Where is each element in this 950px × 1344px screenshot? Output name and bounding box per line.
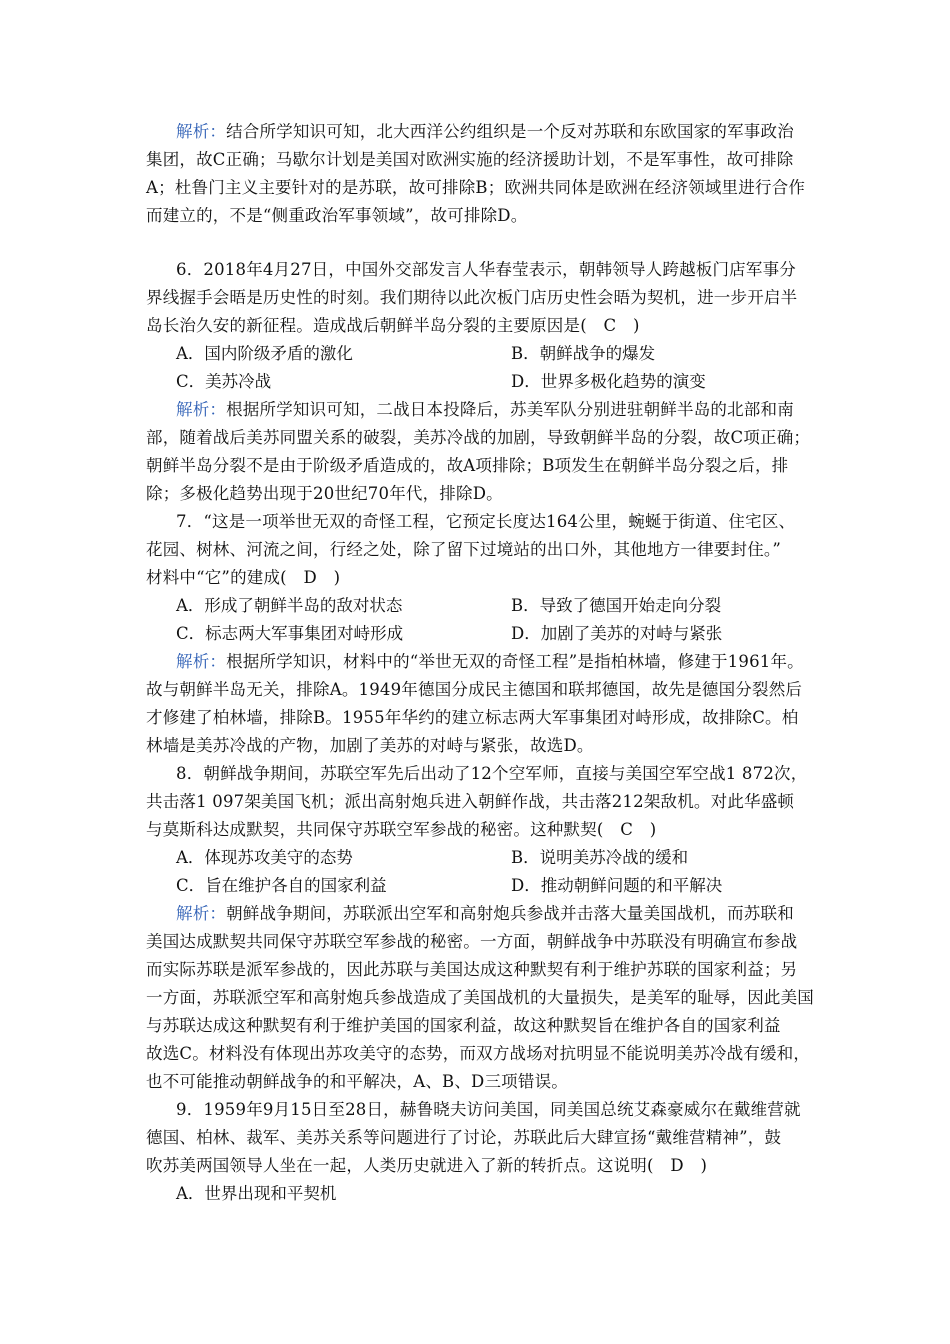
question-8-stem: 8．朝鲜战争期间，苏联空军先后出动了12个空军师，直接与美国空军空战1 872次， (176, 764, 808, 783)
analysis-label: 解析： (176, 122, 227, 141)
analysis-line: 故选C。材料没有体现出苏攻美守的态势，而双方战场对抗明显不能说明美苏冷战有缓和， (146, 1044, 811, 1063)
option-d: D．推动朝鲜问题的和平解决 (511, 876, 723, 895)
analysis-line: 集团，故C正确；马歇尔计划是美国对欧洲实施的经济援助计划，不是军事性，故可排除 (146, 150, 794, 169)
question-9-stem: 德国、柏林、裁军、美苏关系等问题进行了讨论，苏联此后大肆宣扬“戴维营精神”，鼓 (146, 1128, 782, 1147)
option-d: D．加剧了美苏的对峙与紧张 (511, 624, 723, 643)
option-b: B．说明美苏冷战的缓和 (511, 848, 689, 867)
analysis-line: 与苏联达成这种默契有利于维护美国的国家利益，故这种默契旨在维护各自的国家利益 (146, 1016, 781, 1035)
analysis-line: 而建立的，不是“侧重政治军事领域”，故可排除D。 (146, 206, 528, 225)
option-d: D．世界多极化趋势的演变 (511, 372, 706, 391)
analysis-line: 美国达成默契共同保守苏联空军参战的秘密。一方面，朝鲜战争中苏联没有明确宣布参战 (146, 932, 798, 951)
option-b: B．朝鲜战争的爆发 (511, 344, 656, 363)
option-c: C．美苏冷战 (176, 372, 272, 391)
question-8-stem: 与莫斯科达成默契，共同保守苏联空军参战的秘密。这种默契( C ) (146, 820, 657, 839)
option-a: A．国内阶级矛盾的激化 (176, 344, 353, 363)
option-a: A．形成了朝鲜半岛的敌对状态 (176, 596, 403, 615)
option-b: B．导致了德国开始走向分裂 (511, 596, 722, 615)
analysis-label: 解析： (176, 400, 227, 419)
analysis-label: 解析： (176, 652, 227, 671)
analysis-line: 除；多极化趋势出现于20世纪70年代，排除D。 (146, 484, 503, 503)
question-7-stem: 材料中“它”的建成( D ) (146, 568, 341, 587)
analysis-line: 而实际苏联是派军参战的，因此苏联与美国达成这种默契有利于维护苏联的国家利益；另 (146, 960, 798, 979)
option-a: A．体现苏攻美守的态势 (176, 848, 353, 867)
analysis-line: 解析：朝鲜战争期间，苏联派出空军和高射炮兵参战并击落大量美国战机，而苏联和 (176, 904, 794, 923)
question-6-stem: 岛长治久安的新征程。造成战后朝鲜半岛分裂的主要原因是( C ) (146, 316, 640, 335)
analysis-line: 解析：根据所学知识可知，二战日本投降后，苏美军队分别进驻朝鲜半岛的北部和南 (176, 400, 794, 419)
question-7-stem: 7．“这是一项举世无双的奇怪工程，它预定长度达164公里，蜿蜒于街道、住宅区、 (176, 512, 796, 531)
analysis-line: 部，随着战后美苏同盟关系的破裂，美苏冷战的加剧，导致朝鲜半岛的分裂，故C项正确； (146, 428, 811, 447)
question-9-stem: 吹苏美两国领导人坐在一起，人类历史就进入了新的转折点。这说明( D ) (146, 1156, 708, 1175)
option-c: C．标志两大军事集团对峙形成 (176, 624, 404, 643)
question-7-stem: 花园、树林、河流之间，行经之处，除了留下过境站的出口外，其他地方一律要封住。” (146, 540, 781, 559)
question-6-stem: 6．2018年4月27日，中国外交部发言人华春莹表示，朝韩领导人跨越板门店军事分 (176, 260, 796, 279)
analysis-label: 解析： (176, 904, 227, 923)
option-a: A．世界出现和平契机 (176, 1184, 337, 1203)
question-6-stem: 界线握手会晤是历史性的时刻。我们期待以此次板门店历史性会晤为契机，进一步开启半 (146, 288, 798, 307)
option-c: C．旨在维护各自的国家利益 (176, 876, 387, 895)
analysis-line: 一方面，苏联派空军和高射炮兵参战造成了美国战机的大量损失，是美军的耻辱，因此美国 (146, 988, 814, 1007)
question-8-stem: 共击落1 097架美国飞机；派出高射炮兵进入朝鲜作战，共击落212架敌机。对此华盛顿 (146, 792, 795, 811)
analysis-line: 解析：根据所学知识，材料中的“举世无双的奇怪工程”是指柏林墙，修建于1961年。 (176, 652, 804, 671)
analysis-line: A；杜鲁门主义主要针对的是苏联，故可排除B；欧洲共同体是欧洲在经济领域里进行合作 (146, 178, 806, 197)
analysis-line: 解析：结合所学知识可知，北大西洋公约组织是一个反对苏联和东欧国家的军事政治 (176, 122, 794, 141)
analysis-line: 故与朝鲜半岛无关，排除A。1949年德国分成民主德国和联邦德国，故先是德国分裂然后 (146, 680, 803, 699)
question-9-stem: 9．1959年9月15日至28日，赫鲁晓夫访问美国，同美国总统艾森豪威尔在戴维营就 (176, 1100, 801, 1119)
analysis-line: 朝鲜半岛分裂不是由于阶级矛盾造成的，故A项排除；B项发生在朝鲜半岛分裂之后，排 (146, 456, 789, 475)
analysis-line: 林墙是美苏冷战的产物，加剧了美苏的对峙与紧张，故选D。 (146, 736, 594, 755)
analysis-line: 才修建了柏林墙，排除B。1955年华约的建立标志两大军事集团对峙形成，故排除C。柏 (146, 708, 799, 727)
analysis-line: 也不可能推动朝鲜战争的和平解决，A、B、D三项错误。 (146, 1072, 568, 1091)
